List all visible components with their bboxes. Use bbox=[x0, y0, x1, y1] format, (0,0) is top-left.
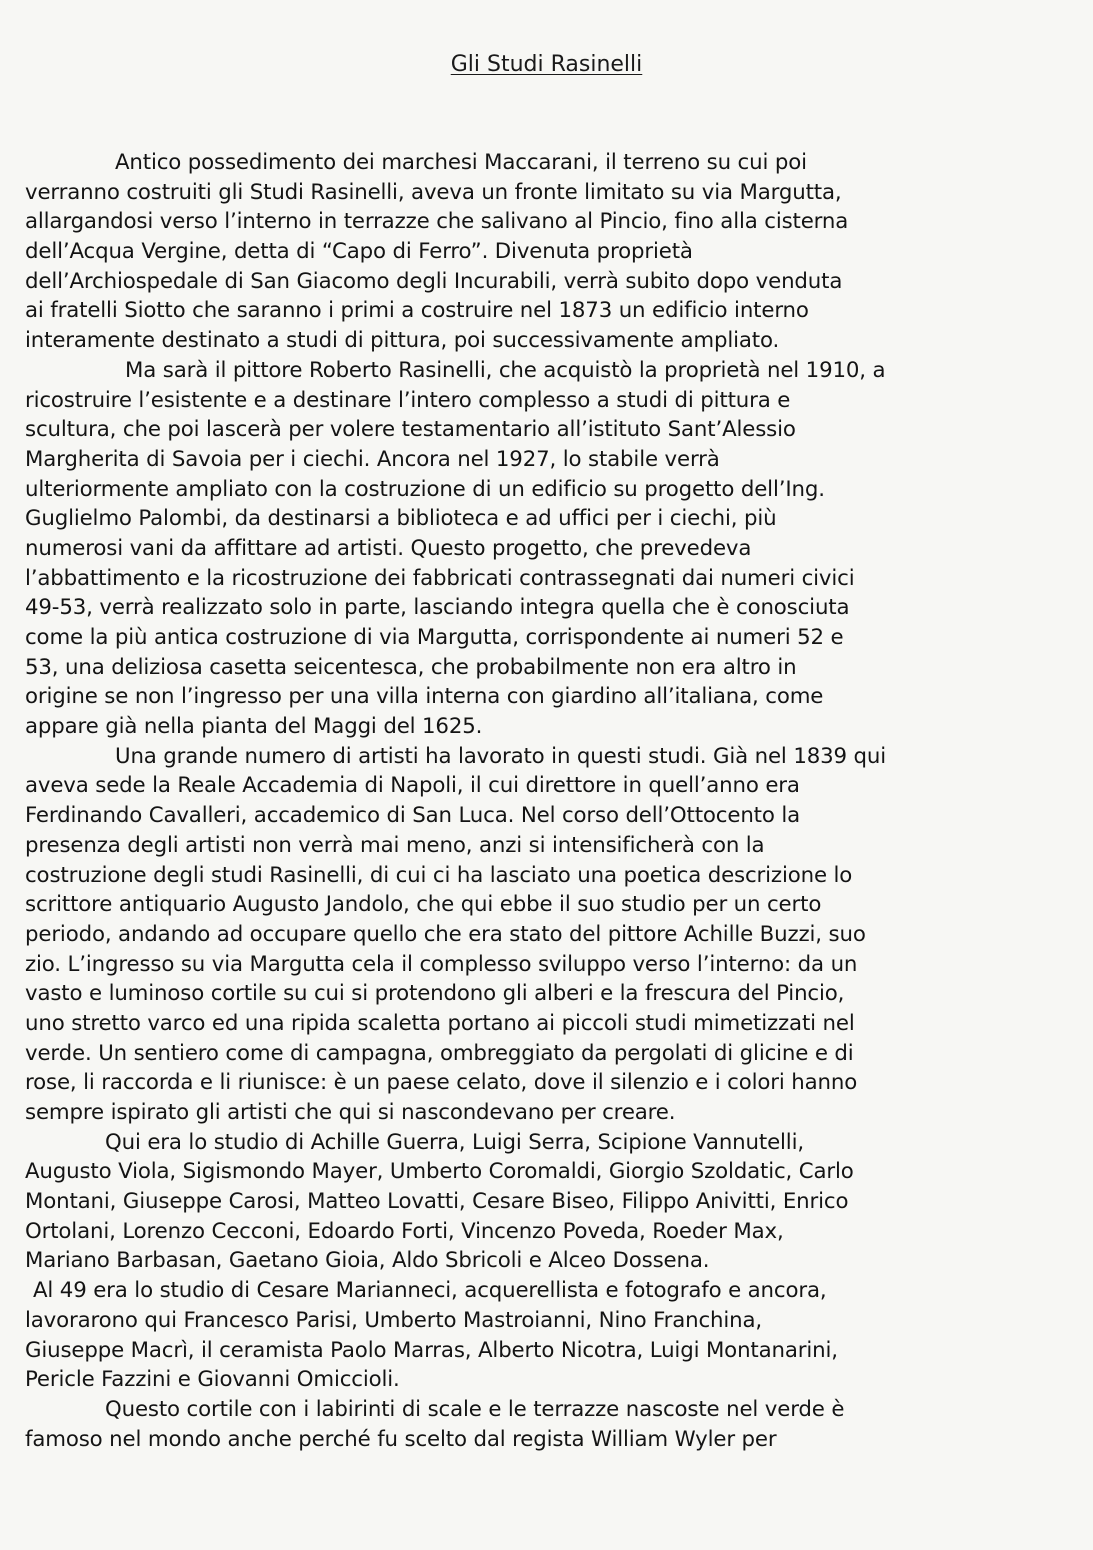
text-line: Giuseppe Macrì, il ceramista Paolo Marras, Alberto Nicotra, Luigi Montanarini, bbox=[25, 1337, 838, 1363]
text-line: Una grande numero di artisti ha lavorato in questi studi. Già nel 1839 qui bbox=[115, 743, 887, 769]
text-line: dell’Acqua Vergine, detta di “Capo di Ferro”. Divenuta proprietà bbox=[25, 239, 693, 265]
text-line: come la più antica costruzione di via Margutta, corrispondente ai numeri 52 e bbox=[25, 625, 844, 650]
text-line: numerosi vani da affittare ad artisti. Questo progetto, che prevedeva bbox=[25, 535, 752, 561]
text-line: periodo, andando ad occupare quello che era stato del pittore Achille Buzzi, suo bbox=[25, 921, 866, 947]
text-line: Questo cortile con i labirinti di scale e le terrazze nascoste nel verde è bbox=[105, 1396, 845, 1422]
document-title bbox=[0, 52, 1093, 77]
paragraph bbox=[25, 148, 1080, 356]
text-line: Augusto Viola, Sigismondo Mayer, Umberto Coromaldi, Giorgio Szoldatic, Carlo bbox=[25, 1159, 854, 1185]
text-line: sempre ispirato gli artisti che qui si nascondevano per creare. bbox=[25, 1100, 676, 1125]
text-line: aveva sede la Reale Accademia di Napoli, il cui direttore in quell’anno era bbox=[25, 773, 800, 799]
text-line: famoso nel mondo anche perché fu scelto dal regista William Wyler per bbox=[25, 1426, 777, 1452]
text-line: verranno costruiti gli Studi Rasinelli, aveva un fronte limitato su via Margutta, bbox=[25, 179, 842, 205]
text-line: Al 49 era lo studio di Cesare Marianneci, acquerellista e fotografo e ancora, bbox=[33, 1278, 827, 1304]
text-line: dell’Archiospedale di San Giacomo degli Incurabili, verrà subito dopo venduta bbox=[25, 268, 843, 294]
paragraph bbox=[25, 742, 1080, 1128]
paragraph bbox=[25, 1395, 1080, 1454]
text-line: lavorarono qui Francesco Parisi, Umberto Mastroianni, Nino Franchina, bbox=[25, 1307, 763, 1333]
text-line: uno stretto varco ed una ripida scaletta portano ai piccoli studi mimetizzati nel bbox=[25, 1010, 855, 1036]
text-line: presenza degli artisti non verrà mai meno, anzi si intensificherà con la bbox=[25, 832, 765, 858]
text-line: interamente destinato a studi di pittura, poi successivamente ampliato. bbox=[25, 328, 780, 354]
text-line: Guglielmo Palombi, da destinarsi a biblioteca e ad uffici per i ciechi, più bbox=[25, 506, 777, 532]
text-line: verde. Un sentiero come di campagna, ombreggiato da pergolati di glicine e di bbox=[25, 1040, 854, 1066]
text-line: costruzione degli studi Rasinelli, di cui ci ha lasciato una poetica descrizione lo bbox=[25, 862, 853, 888]
text-line: allargandosi verso l’interno in terrazze che salivano al Pincio, fino alla cisterna bbox=[25, 209, 849, 235]
text-line: ai fratelli Siotto che saranno i primi a costruire nel 1873 un edificio interno bbox=[25, 298, 809, 324]
document-title-text: Gli Studi Rasinelli bbox=[450, 52, 643, 77]
text-line: Ma sarà il pittore Roberto Rasinelli, che acquistò la proprietà nel 1910, a bbox=[125, 357, 886, 383]
text-line: l’abbattimento e la ricostruzione dei fabbricati contrassegnati dai numeri civici bbox=[25, 565, 855, 591]
text-line: scrittore antiquario Augusto Jandolo, che qui ebbe il suo studio per un certo bbox=[25, 892, 822, 918]
text-line: vasto e luminoso cortile su cui si protendono gli alberi e la frescura del Pincio, bbox=[25, 981, 845, 1007]
paragraph bbox=[25, 356, 1080, 742]
text-line: appare già nella pianta del Maggi del 1625. bbox=[25, 714, 483, 740]
text-line: scultura, che poi lascerà per volere testamentario all’istituto Sant’Alessio bbox=[25, 417, 796, 443]
text-line: rose, li raccorda e li riunisce: è un paese celato, dove il silenzio e i colori hanno bbox=[25, 1070, 858, 1096]
paragraph bbox=[25, 1276, 1080, 1395]
text-line: ricostruire l’esistente e a destinare l’intero complesso a studi di pittura e bbox=[25, 387, 791, 413]
text-line: 53, una deliziosa casetta seicentesca, che probabilmente non era altro in bbox=[25, 654, 797, 680]
text-line: Antico possedimento dei marchesi Maccarani, il terreno su cui poi bbox=[115, 150, 807, 175]
text-line: Ferdinando Cavalleri, accademico di San Luca. Nel corso dell’Ottocento la bbox=[25, 803, 801, 829]
paragraph bbox=[25, 1128, 1080, 1276]
text-line: Ortolani, Lorenzo Cecconi, Edoardo Forti, Vincenzo Poveda, Roeder Max, bbox=[25, 1218, 784, 1244]
text-line: origine se non l’ingresso per una villa interna con giardino all’italiana, come bbox=[25, 684, 824, 710]
text-line: Qui era lo studio di Achille Guerra, Luigi Serra, Scipione Vannutelli, bbox=[105, 1129, 804, 1155]
text-line: Margherita di Savoia per i ciechi. Ancora nel 1927, lo stabile verrà bbox=[25, 446, 720, 472]
text-line: Pericle Fazzini e Giovanni Omiccioli. bbox=[25, 1367, 400, 1393]
text-line: Montani, Giuseppe Carosi, Matteo Lovatti, Cesare Biseo, Filippo Anivitti, Enrico bbox=[25, 1189, 849, 1215]
text-line: ulteriormente ampliato con la costruzione di un edificio su progetto dell’Ing. bbox=[25, 476, 825, 502]
document-body bbox=[25, 148, 1080, 1454]
text-line: Mariano Barbasan, Gaetano Gioia, Aldo Sbricoli e Alceo Dossena. bbox=[25, 1248, 710, 1274]
text-line: 49-53, verrà realizzato solo in parte, lasciando integra quella che è conosciuta bbox=[25, 595, 850, 621]
text-line: zio. L’ingresso su via Margutta cela il complesso sviluppo verso l’interno: da un bbox=[25, 951, 858, 977]
